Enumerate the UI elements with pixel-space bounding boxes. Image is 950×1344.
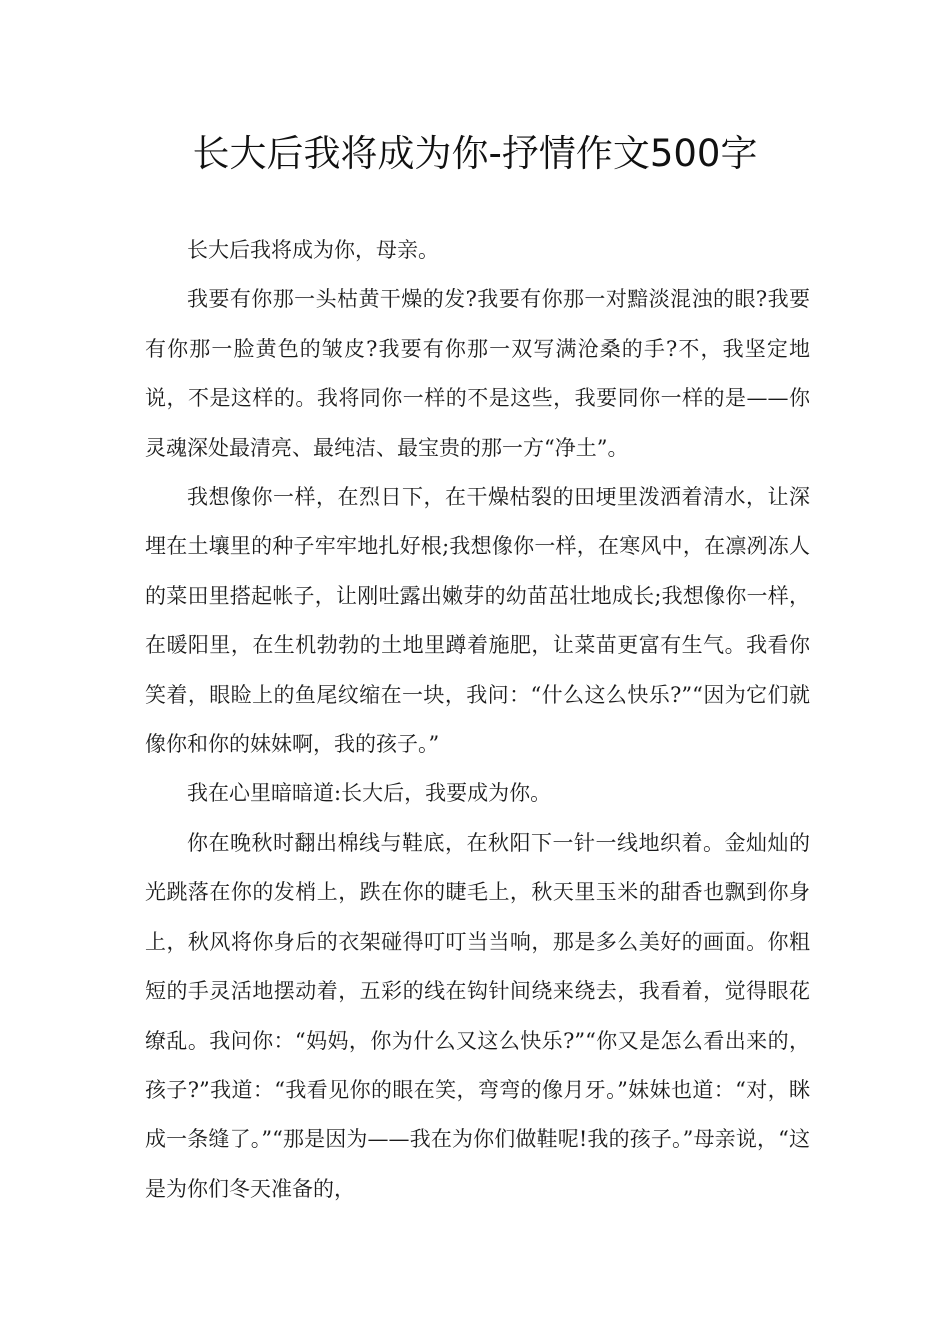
- paragraph: 我要有你那一头枯黄干燥的发?我要有你那一对黯淡混浊的眼?我要有你那一脸黄色的皱皮?我要有你那一双写满沧桑的手?不，我坚定地说，不是这样的。我将同你一样的不是这些，我要同你一样的是——你灵魂深处最清亮、最纯洁、最宝贵的那一方“净土”。: [145, 287, 810, 460]
- paragraph: 长大后我将成为你，母亲。: [187, 238, 439, 262]
- document-body: [145, 226, 810, 1214]
- paragraph: 你在晚秋时翻出棉线与鞋底，在秋阳下一针一线地织着。金灿灿的光跳落在你的发梢上，跌在你的睫毛上，秋天里玉米的甜香也飘到你身上，秋风将你身后的衣架碰得叮叮当当响，那是多么美好的画面。你粗短的手灵活地摆动着，五彩的线在钩针间绕来绕去，我看着，觉得眼花缭乱。我问你：“妈妈，你为什么又这么快乐?”“你又是怎么看出来的，孩子?”我道：“我看见你的眼在笑，弯弯的像月牙。”妹妹也道：“对，眯成一条缝了。”“那是因为——我在为你们做鞋呢!我的孩子。”母亲说，“这是为你们冬天准备的，: [145, 830, 810, 1201]
- document-title: 长大后我将成为你-抒情作文500字: [192, 132, 758, 175]
- paragraph: 我在心里暗暗道:长大后，我要成为你。: [187, 781, 552, 806]
- paragraph: 我想像你一样，在烈日下，在干燥枯裂的田埂里泼洒着清水，让深埋在土壤里的种子牢牢地扎好根;我想像你一样，在寒风中，在凛冽冻人的菜田里搭起帐子，让刚吐露出嫩芽的幼苗茁壮地成长;我想像你一样，在暖阳里，在生机勃勃的土地里蹲着施肥，让菜苗更富有生气。我看你笑着，眼睑上的鱼尾纹缩在一块，我问：“什么这么快乐?”“因为它们就像你和你的妹妹啊，我的孩子。”: [145, 485, 810, 757]
